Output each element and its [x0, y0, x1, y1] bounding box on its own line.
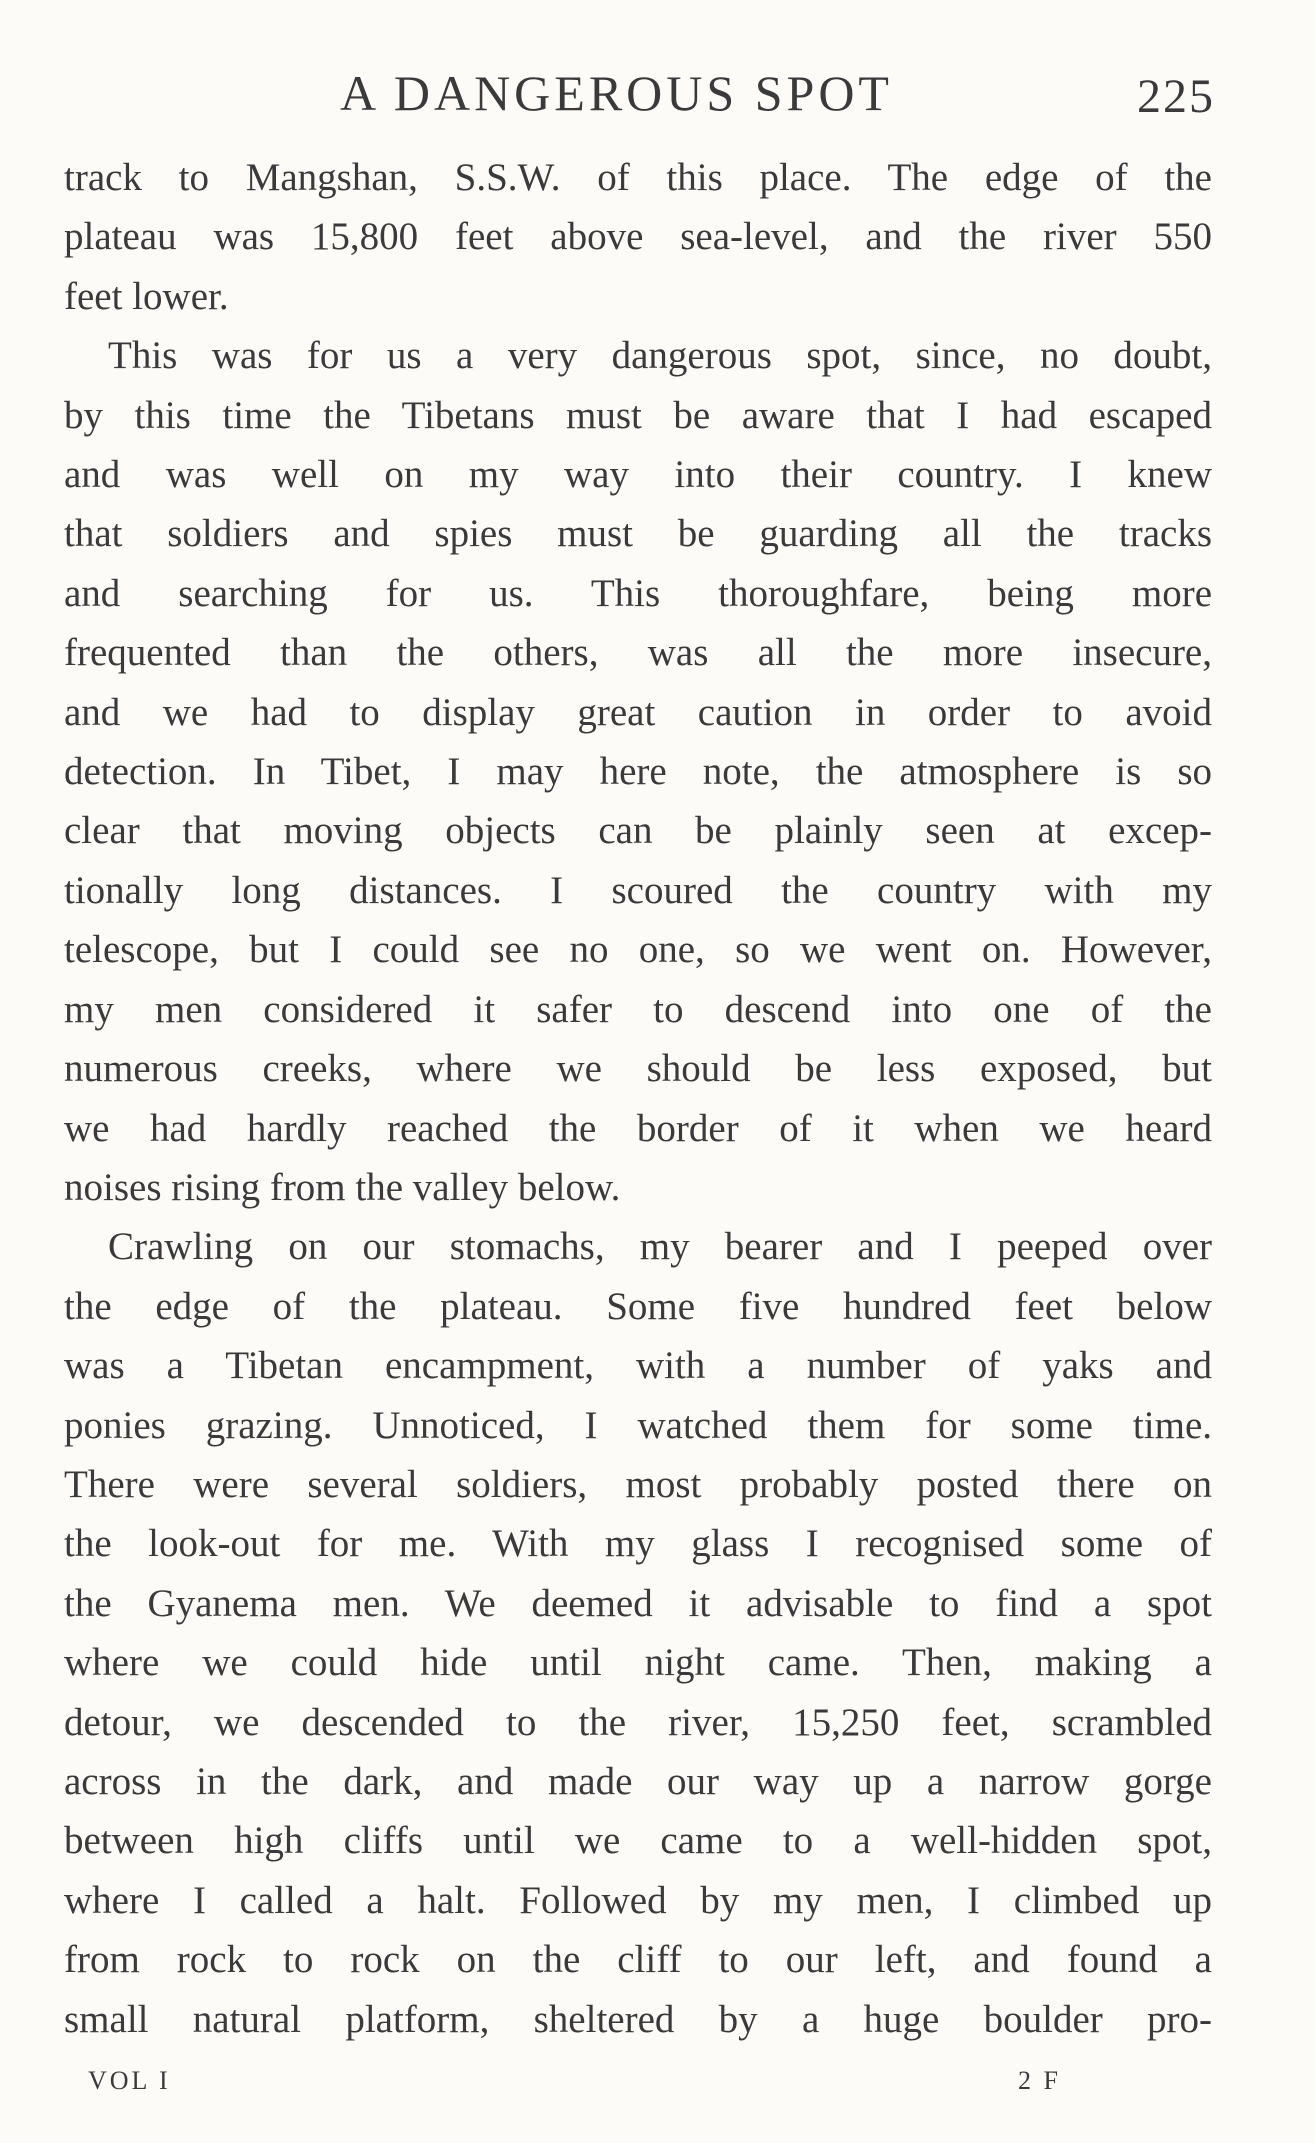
text-line: by this time the Tibetans must be aware that I had escaped: [64, 393, 1212, 437]
running-head: [0, 58, 1315, 128]
paragraph-2: [64, 326, 1212, 1217]
text-line: detour, we descended to the river, 15,250 feet, scrambled: [64, 1700, 1212, 1744]
text-line: frequented than the others, was all the more insecure,: [64, 631, 1212, 675]
text-line: the Gyanema men. We deemed it advisable to find a spot: [64, 1581, 1212, 1625]
text-line: the edge of the plateau. Some five hundred feet below: [64, 1284, 1212, 1328]
text-line: ponies grazing. Unnoticed, I watched them for some time.: [64, 1403, 1212, 1447]
text-line: and was well on my way into their country. I knew: [64, 453, 1212, 497]
volume-label: VOL I: [88, 2066, 171, 2095]
text-line: There were several soldiers, most probably posted there on: [64, 1462, 1212, 1506]
signature-mark: 2 F: [1018, 2066, 1061, 2095]
paragraph-3: [64, 1217, 1212, 2049]
page-footer: [0, 2066, 1315, 2106]
text-line: the look-out for me. With my glass I recognised some of: [64, 1522, 1212, 1566]
text-line: my men considered it safer to descend into one of the: [64, 987, 1212, 1031]
text-line: and we had to display great caution in order to avoid: [64, 690, 1212, 734]
text-line: This was for us a very dangerous spot, since, no doubt,: [108, 334, 1212, 378]
text-line: between high cliffs until we came to a well-hidden spot,: [64, 1819, 1212, 1863]
text-line: small natural platform, sheltered by a huge boulder pro-: [64, 1997, 1212, 2041]
text-line: across in the dark, and made our way up a narrow gorge: [64, 1759, 1212, 1803]
text-line: noises rising from the valley below.: [64, 1165, 621, 1209]
body-text: [64, 148, 1212, 2049]
text-line: telescope, but I could see no one, so we went on. However,: [64, 928, 1212, 972]
text-line: Crawling on our stomachs, my bearer and I peeped over: [108, 1225, 1212, 1269]
text-line: tionally long distances. I scoured the country with my: [64, 868, 1212, 912]
text-line: clear that moving objects can be plainly seen at excep-: [64, 809, 1212, 853]
paragraph-1: [64, 148, 1212, 326]
text-line: numerous creeks, where we should be less exposed, but: [64, 1047, 1212, 1091]
text-line: where we could hide until night came. Then, making a: [64, 1641, 1212, 1685]
text-line: track to Mangshan, S.S.W. of this place. The edge of the: [64, 156, 1212, 199]
text-line: from rock to rock on the cliff to our left, and found a: [64, 1938, 1212, 1982]
text-line: feet lower.: [64, 274, 229, 318]
text-line: and searching for us. This thoroughfare, being more: [64, 571, 1212, 615]
text-line: we had hardly reached the border of it when we heard: [64, 1106, 1212, 1150]
text-line: plateau was 15,800 feet above sea-level, and the river 550: [64, 215, 1212, 259]
text-line: detection. In Tibet, I may here note, the atmosphere is so: [64, 750, 1212, 794]
text-line: that soldiers and spies must be guarding all the tracks: [64, 512, 1212, 556]
running-title: A DANGEROUS SPOT: [340, 65, 893, 121]
text-line: where I called a halt. Followed by my men, I climbed up: [64, 1878, 1212, 1922]
page-number: 225: [1137, 70, 1215, 123]
text-line: was a Tibetan encampment, with a number of yaks and: [64, 1344, 1212, 1388]
